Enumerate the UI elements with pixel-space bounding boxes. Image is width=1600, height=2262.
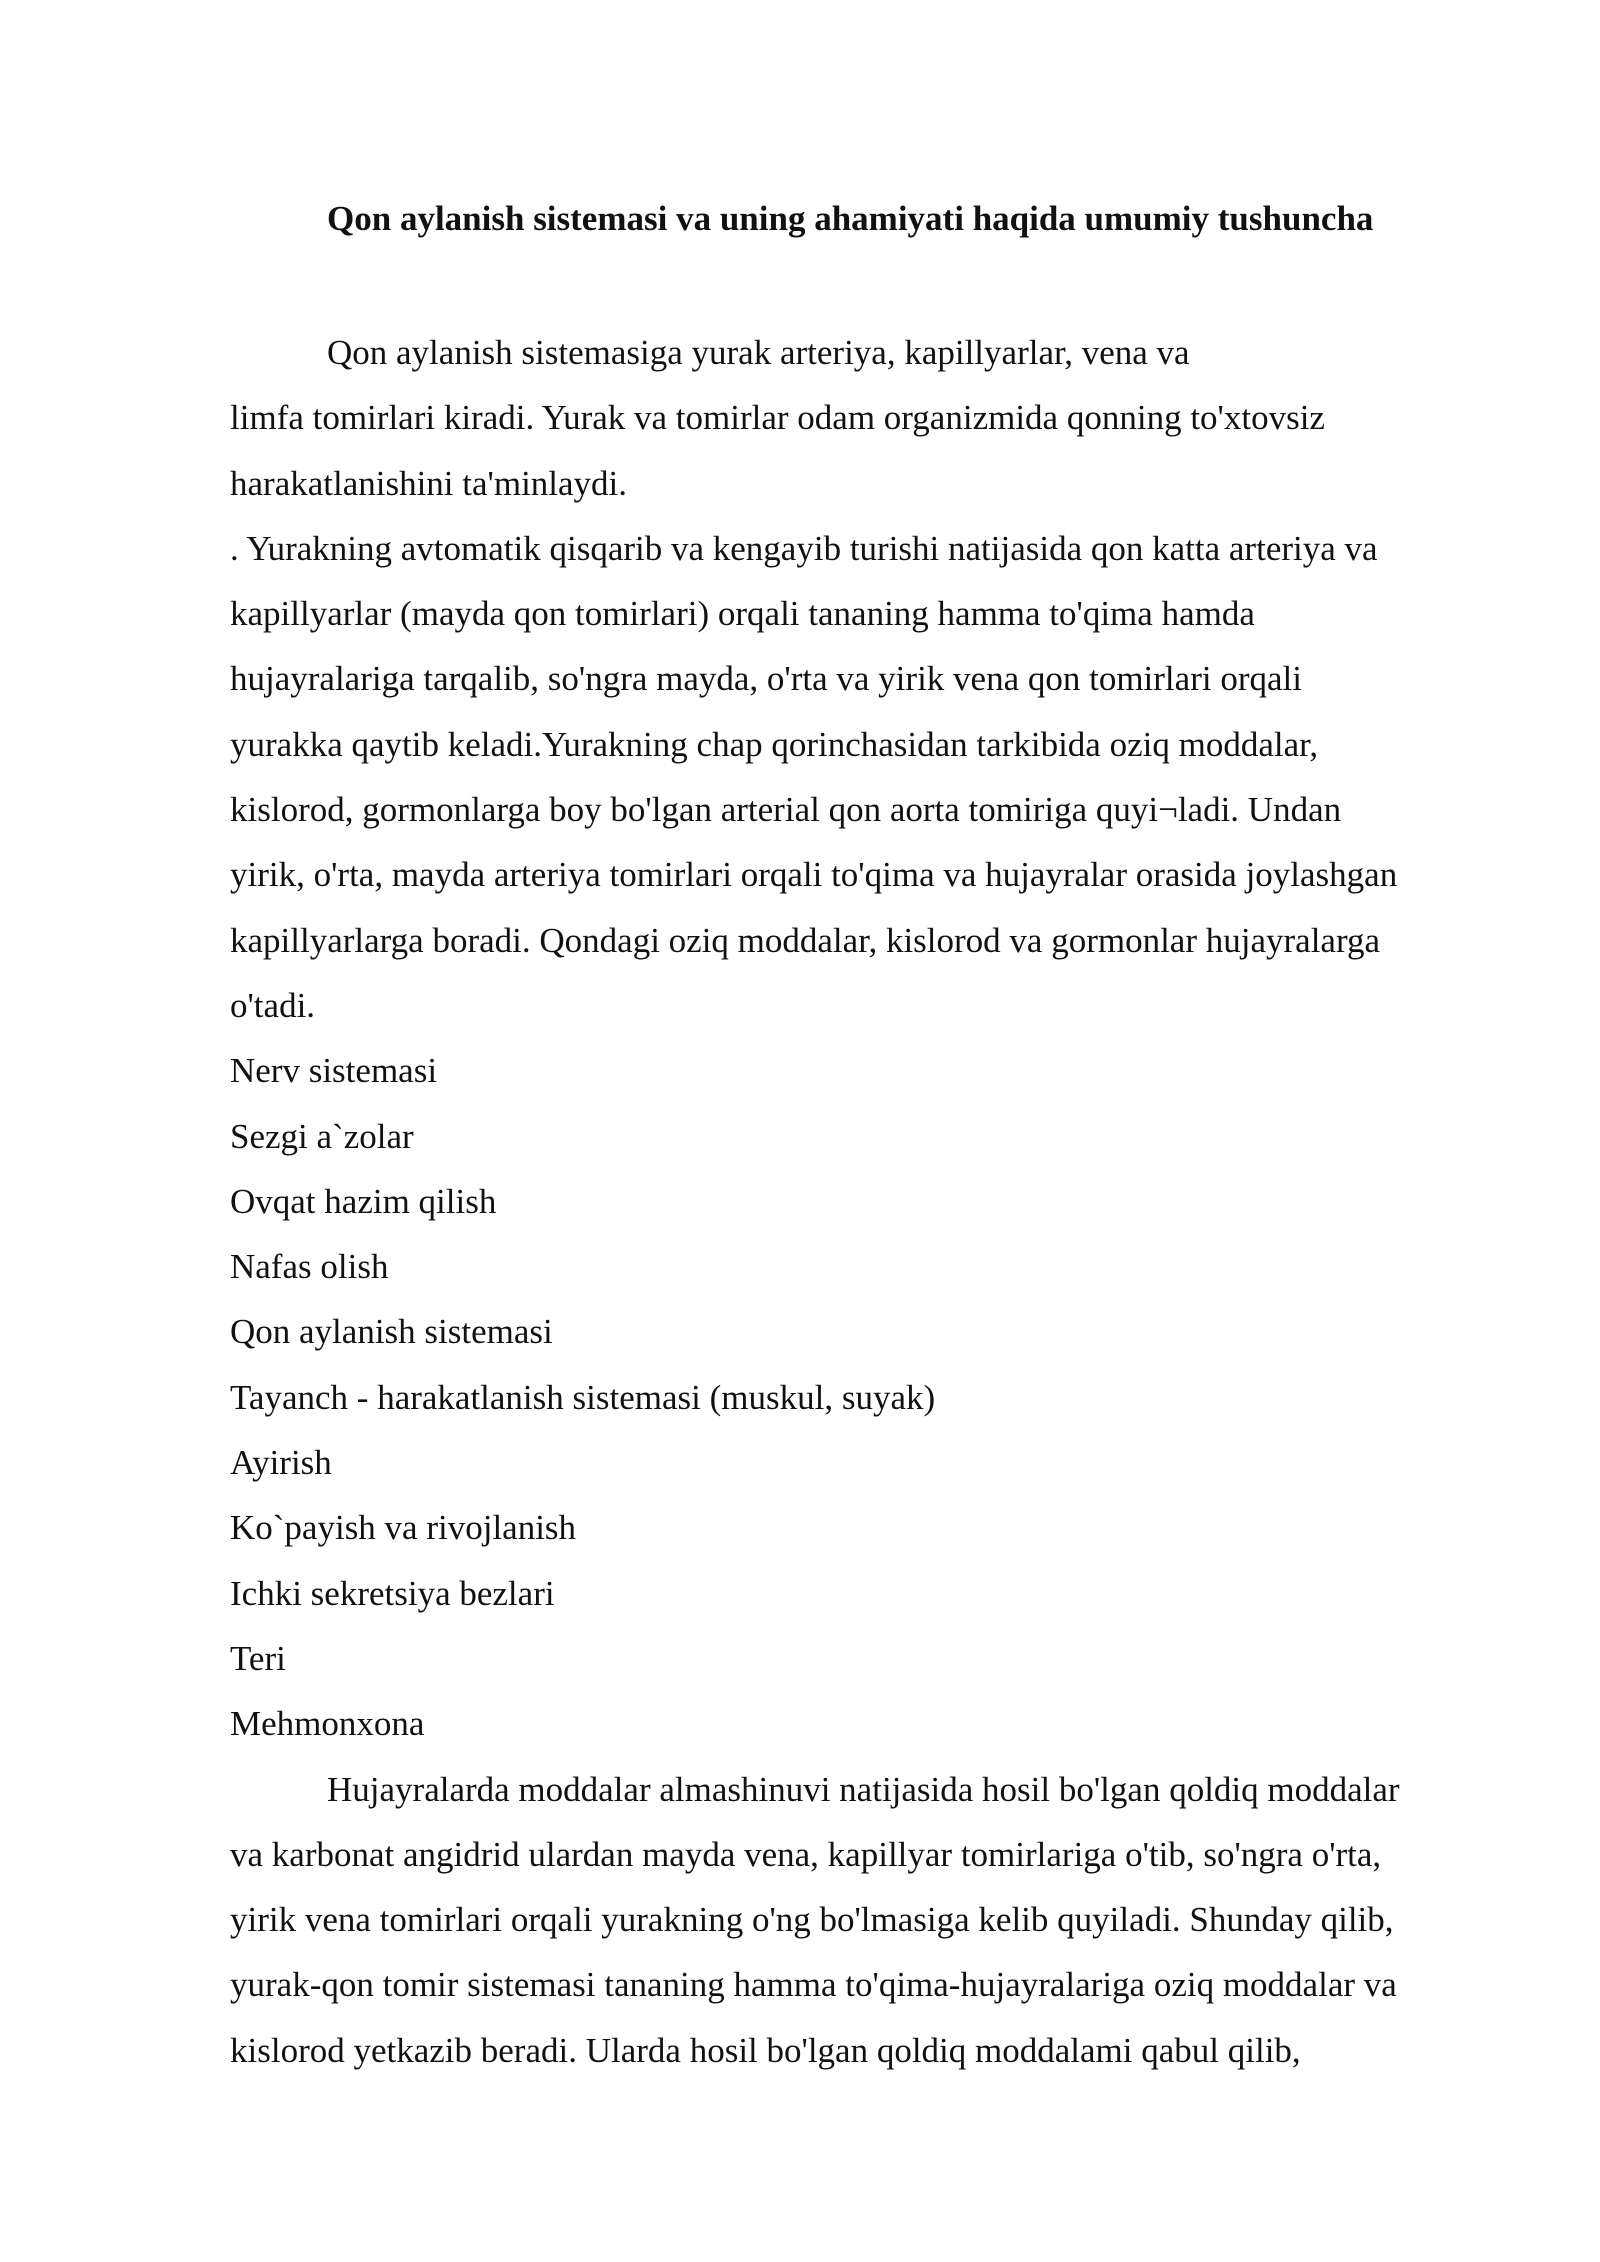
list-item: Ichki sekretsiya bezlari xyxy=(230,1573,555,1613)
list-item: Ovqat hazim qilish xyxy=(230,1181,497,1221)
text-line: kapillyarlarga boradi. Qondagi oziq moddalar, kislorod va gormonlar hujayralarga xyxy=(230,920,1381,960)
list-item: Teri xyxy=(230,1638,286,1678)
list-item: Mehmonxona xyxy=(230,1704,425,1744)
list-item: Ayirish xyxy=(230,1443,332,1483)
text-line: hujayralariga tarqalib, so'ngra mayda, o'rta va yirik vena qon tomirlari orqali xyxy=(230,659,1302,699)
list-item: Ko`payish va rivojlanish xyxy=(230,1508,577,1548)
text-line: Qon aylanish sistemasiga yurak arteriya, kapillyarlar, vena va xyxy=(327,333,1190,372)
text-line: kislorod, gormonlarga boy bo'lgan arterial qon aorta tomiriga quyi¬ladi. Undan xyxy=(230,790,1342,830)
text-line: yirik, o'rta, mayda arteriya tomirlari orqali to'qima va hujayralar orasida joylashgan xyxy=(230,855,1398,895)
text-line: kapillyarlar (mayda qon tomirlari) orqali tananing hamma to'qima hamda xyxy=(230,594,1255,634)
text-line: va karbonat angidrid ulardan mayda vena, kapillyar tomirlariga o'tib, so'ngra o'rta, xyxy=(230,1834,1382,1874)
list-item: Sezgi a`zolar xyxy=(230,1116,414,1156)
text-line: limfa tomirlari kiradi. Yurak va tomirlar odam organizmida qonning to'xtovsiz xyxy=(230,398,1325,438)
text-line: . Yurakning avtomatik qisqarib va kengayib turishi natijasida qon katta arteriya va xyxy=(230,528,1378,568)
list-item: Nafas olish xyxy=(230,1247,389,1287)
text-line: harakatlanishini ta'minlaydi. xyxy=(230,463,628,503)
list-item: Tayanch - harakatlanish sistemasi (muskul, suyak) xyxy=(230,1377,936,1417)
text-line: kislorod yetkazib beradi. Ularda hosil bo'lgan qoldiq moddalami qabul qilib, xyxy=(230,2030,1301,2070)
document-title: Qon aylanish sistemasi va uning ahamiyati haqida umumiy tushuncha xyxy=(327,199,1374,238)
text-line: o'tadi. xyxy=(230,985,316,1025)
document-body xyxy=(230,320,1500,2083)
list-item: Nerv sistemasi xyxy=(230,1051,438,1091)
text-line: yurakka qaytib keladi.Yurakning chap qorinchasidan tarkibida oziq moddalar, xyxy=(230,724,1319,764)
text-line: yurak-qon tomir sistemasi tananing hamma to'qima-hujayralariga oziq moddalar va xyxy=(230,1965,1397,2005)
list-item: Qon aylanish sistemasi xyxy=(230,1312,553,1352)
text-line: yirik vena tomirlari orqali yurakning o'ng bo'lmasiga kelib quyiladi. Shunday qilib, xyxy=(230,1900,1394,1940)
text-line: Hujayralarda moddalar almashinuvi natijasida hosil bo'lgan qoldiq moddalar xyxy=(327,1769,1400,1809)
